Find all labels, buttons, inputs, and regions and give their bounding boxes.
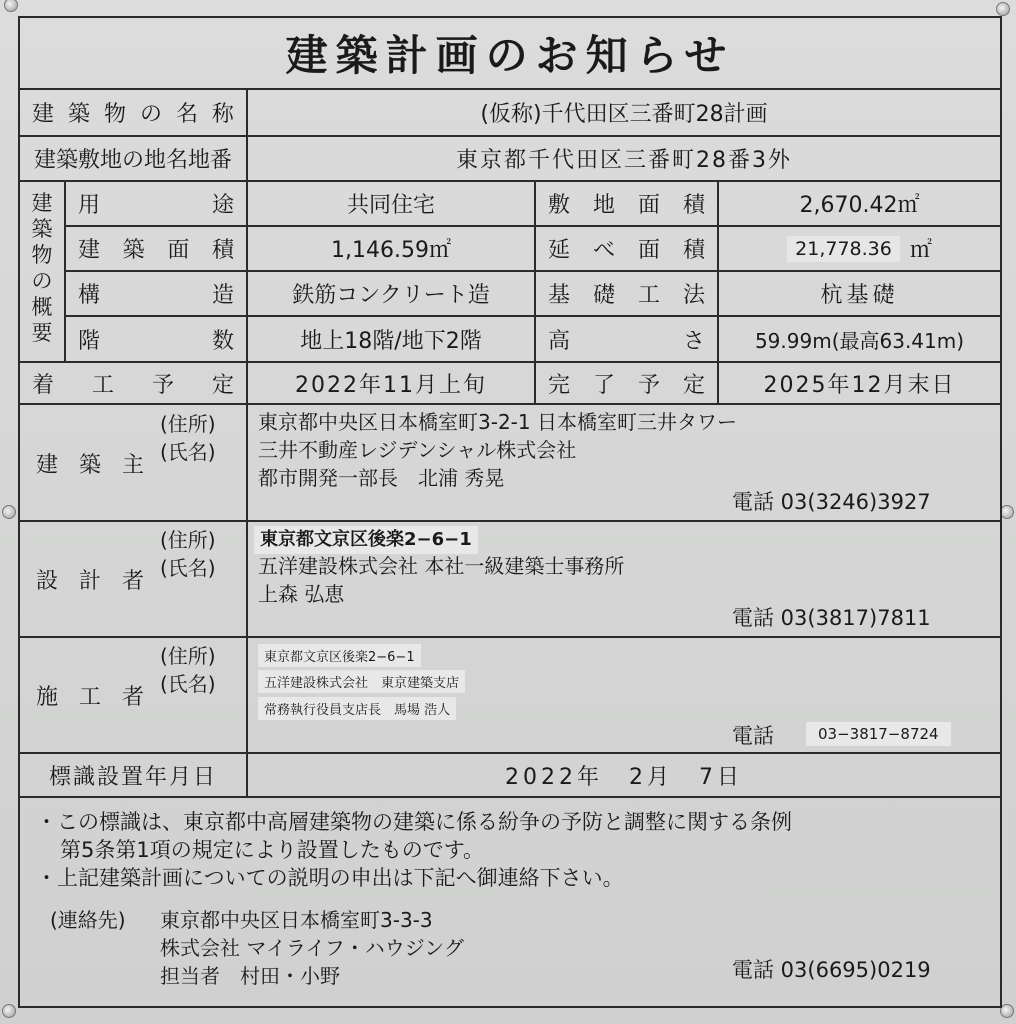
- installed-value: 2022年 2月 7日: [505, 764, 743, 790]
- owner-line2: 三井不動産レジデンシャル株式会社: [258, 438, 577, 462]
- site-area-value: 2,670.42㎡: [799, 193, 920, 218]
- note-1b: 第5条第1項の規定により設置したものです。: [60, 838, 485, 862]
- contractor-label: 施 工 者: [36, 684, 144, 710]
- contractor-addr-tag: (住所): [160, 644, 216, 668]
- use-label: 用 途: [78, 193, 234, 218]
- contractor-phone: 03−3817−8724: [806, 722, 951, 746]
- height-label: 高 さ: [548, 328, 705, 354]
- screw-icon: [1000, 1004, 1014, 1018]
- building-name-value: (仮称)千代田区三番町28計画: [480, 102, 768, 127]
- contractor-name-tag: (氏名): [160, 672, 216, 696]
- start-value: 2022年11月上旬: [295, 372, 487, 398]
- end-value: 2025年12月末日: [763, 372, 956, 398]
- floors-value: 地上18階/地下2階: [300, 328, 482, 354]
- screw-icon: [2, 505, 16, 519]
- screw-icon: [4, 0, 18, 12]
- screw-icon: [1000, 505, 1014, 519]
- owner-addr-tag: (住所): [160, 412, 216, 436]
- screw-icon: [2, 1004, 16, 1018]
- designer-phone: 電話 03(3817)7811: [732, 606, 931, 630]
- designer-name-tag: (氏名): [160, 556, 216, 580]
- note-1a: ・この標識は、東京都中高層建築物の建築に係る紛争の予防と調整に関する条例: [36, 810, 792, 834]
- end-label: 完 了 予 定: [548, 372, 705, 398]
- contact-tag: (連絡先): [50, 908, 126, 932]
- designer-line3: 上森 弘恵: [258, 582, 345, 606]
- building-area-label: 建 築 面 積: [78, 238, 234, 263]
- building-name-label: 建 築 物 の 名 称: [32, 102, 234, 127]
- use-value: 共同住宅: [346, 193, 435, 218]
- floor-area-unit: ㎡: [909, 238, 932, 263]
- contact-phone: 電話 03(6695)0219: [732, 958, 931, 982]
- designer-line1: 東京都文京区後楽2−6−1: [254, 526, 478, 554]
- installed-label: 標識設置年月日: [48, 764, 217, 790]
- designer-label: 設 計 者: [36, 568, 144, 594]
- height-value: 59.99m(最高63.41m): [754, 328, 965, 353]
- site-label: 建築敷地の地名地番: [33, 148, 232, 173]
- foundation-label: 基 礎 工 法: [548, 283, 705, 308]
- overview-side-label: 建築物の概要: [31, 191, 53, 345]
- contractor-line1: 東京都文京区後楽2−6−1: [258, 644, 421, 667]
- structure-label: 構 造: [78, 283, 234, 308]
- screw-icon: [996, 2, 1010, 16]
- start-label: 着 工 予 定: [32, 372, 234, 398]
- designer-line2: 五洋建設株式会社 本社一級建築士事務所: [258, 554, 625, 578]
- page-title: 建築計画のお知らせ: [285, 31, 735, 80]
- foundation-value: 杭基礎: [820, 283, 899, 308]
- contact-line2: 株式会社 マイライフ・ハウジング: [160, 936, 464, 960]
- owner-name-tag: (氏名): [160, 440, 216, 464]
- site-value: 東京都千代田区三番町28番3外: [456, 148, 792, 173]
- floor-area-value: 21,778.36: [787, 236, 900, 262]
- contractor-line3: 常務執行役員支店長 馬場 浩人: [258, 697, 456, 720]
- site-area-label: 敷 地 面 積: [548, 193, 705, 218]
- owner-line1: 東京都中央区日本橋室町3-2-1 日本橋室町三井タワー: [258, 410, 737, 434]
- owner-phone: 電話 03(3246)3927: [732, 490, 931, 514]
- floors-label: 階 数: [78, 328, 234, 354]
- designer-addr-tag: (住所): [160, 528, 216, 552]
- floor-area-value-cell: [719, 227, 1000, 270]
- contractor-line2: 五洋建設株式会社 東京建築支店: [258, 670, 465, 693]
- owner-label: 建 築 主: [36, 452, 144, 478]
- contractor-phone-label: 電話: [732, 724, 774, 748]
- contact-line3: 担当者 村田・小野: [160, 964, 340, 988]
- building-area-value: 1,146.59㎡: [331, 238, 451, 263]
- structure-value: 鉄筋コンクリート造: [292, 283, 490, 308]
- floor-area-label: 延 べ 面 積: [548, 238, 705, 263]
- note-2: ・上記建築計画についての説明の申出は下記へ御連絡下さい。: [36, 866, 624, 890]
- contact-line1: 東京都中央区日本橋室町3-3-3: [160, 908, 433, 932]
- owner-line3: 都市開発一部長 北浦 秀晃: [258, 466, 505, 490]
